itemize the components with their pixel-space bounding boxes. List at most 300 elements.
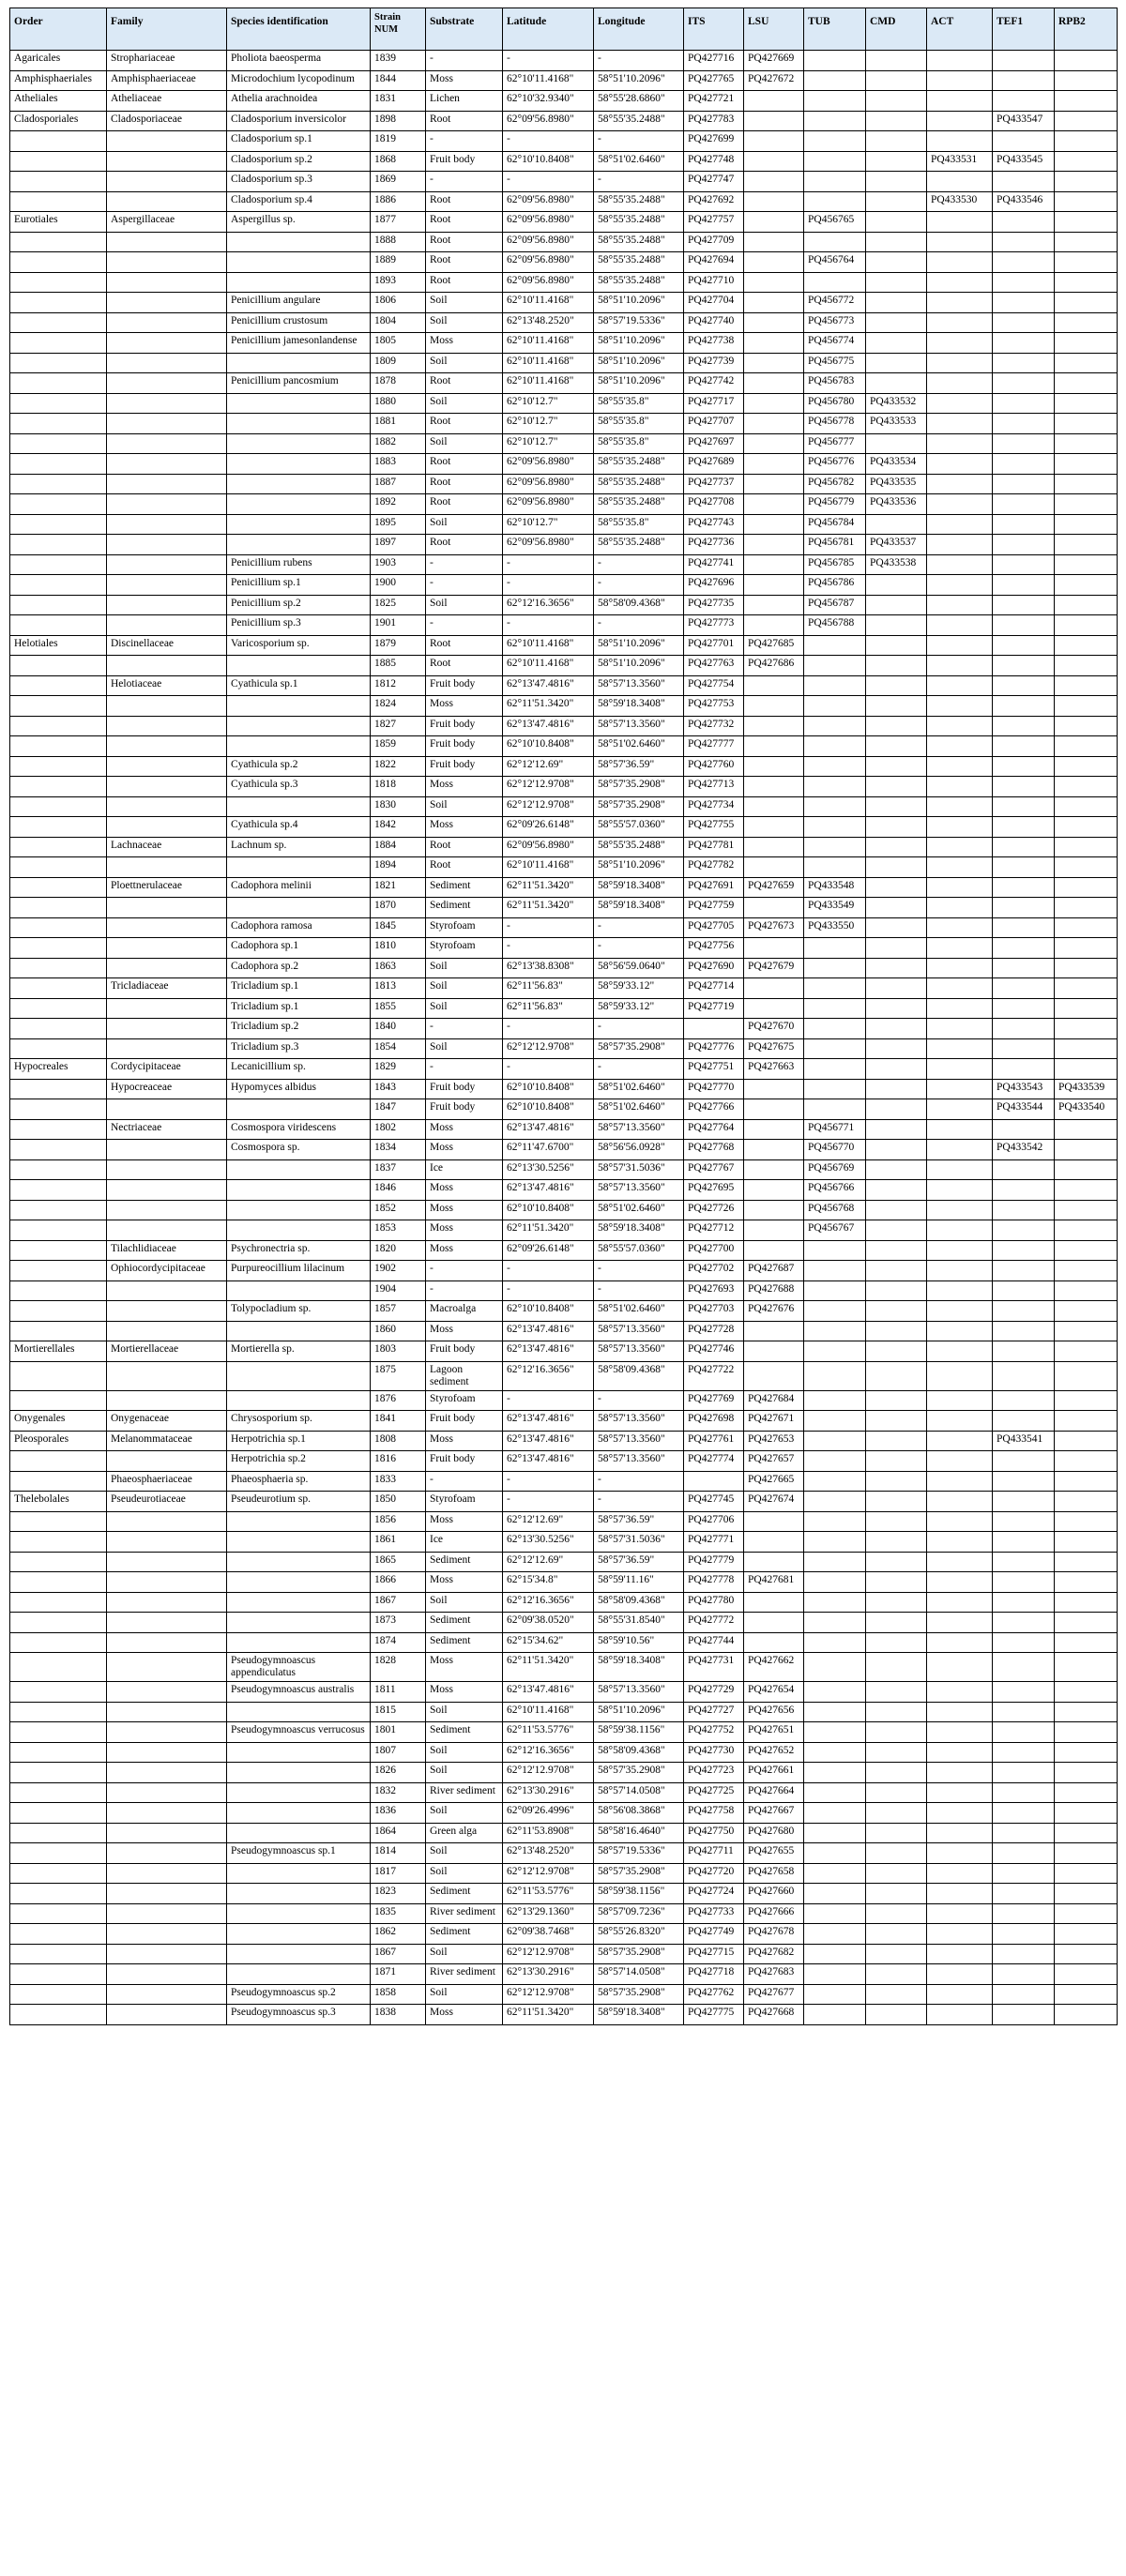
cell-cmd [866,615,927,636]
cell-family: Ploettnerulaceae [107,877,227,898]
cell-tub [804,1964,866,1985]
cell-latitude: 62°11'53.8908" [503,1823,594,1843]
cell-latitude: 62°09'56.8980" [503,191,594,212]
cell-latitude: 62°15'34.62" [503,1632,594,1653]
cell-rpb2 [1055,554,1118,575]
cell-lsu [744,857,804,878]
cell-rpb2 [1055,1984,1118,2005]
cell-latitude: 62°12'12.9708" [503,796,594,817]
table-row [10,615,1118,636]
cell-latitude: 62°12'12.9708" [503,1863,594,1884]
table-row [10,514,1118,535]
cell-tef1 [993,172,1055,192]
cell-latitude: 62°11'51.3420" [503,2005,594,2025]
cell-species [227,1702,371,1722]
cell-strain-num: 1807 [371,1742,426,1763]
cell-cmd [866,1341,927,1362]
cell-act [927,1572,993,1593]
cell-family [107,191,227,212]
cell-its: PQ427722 [684,1361,744,1390]
cell-tef1 [993,353,1055,373]
cell-rpb2 [1055,675,1118,696]
cell-substrate: Moss [426,1200,503,1220]
cell-longitude: 58°57'19.5336" [594,1843,684,1864]
cell-species [227,433,371,454]
cell-latitude: - [503,172,594,192]
cell-cmd [866,1924,927,1945]
cell-latitude: 62°13'47.4816" [503,675,594,696]
table-row [10,1924,1118,1945]
cell-tef1 [993,1924,1055,1945]
cell-latitude: 62°09'56.8980" [503,252,594,273]
cell-tub [804,1261,866,1281]
table-row [10,1200,1118,1220]
table-row [10,1140,1118,1160]
cell-act [927,1722,993,1743]
cell-lsu [744,393,804,414]
cell-latitude: 62°13'38.8308" [503,958,594,978]
cell-order [10,796,107,817]
cell-substrate: Root [426,212,503,233]
cell-longitude: 58°51'10.2096" [594,1702,684,1722]
cell-lsu [744,1159,804,1180]
cell-order [10,373,107,394]
cell-order [10,272,107,293]
cell-order [10,1984,107,2005]
cell-tub [804,1492,866,1512]
table-row [10,1803,1118,1824]
cell-strain-num: 1835 [371,1903,426,1924]
cell-tef1 [993,1220,1055,1241]
cell-its: PQ427774 [684,1451,744,1472]
cell-species [227,1823,371,1843]
cell-longitude: 58°55'35.2488" [594,837,684,857]
cell-tef1 [993,1301,1055,1322]
cell-species: Penicillium sp.1 [227,575,371,596]
cell-tub: PQ456768 [804,1200,866,1220]
table-row [10,857,1118,878]
cell-latitude: 62°13'30.2916" [503,1964,594,1985]
cell-substrate: Root [426,414,503,434]
cell-longitude: - [594,1059,684,1080]
cell-cmd: PQ433538 [866,554,927,575]
cell-strain-num: 1844 [371,70,426,91]
cell-act [927,1823,993,1843]
cell-act [927,917,993,938]
cell-substrate: Soil [426,433,503,454]
cell-family: Cladosporiaceae [107,111,227,131]
cell-cmd [866,1613,927,1633]
cell-its: PQ427766 [684,1099,744,1120]
cell-act [927,1532,993,1553]
cell-order [10,474,107,494]
cell-rpb2 [1055,978,1118,999]
cell-species [227,1632,371,1653]
cell-tub: PQ456785 [804,554,866,575]
cell-tub: PQ456764 [804,252,866,273]
cell-cmd [866,1301,927,1322]
cell-cmd [866,656,927,676]
cell-its: PQ427731 [684,1653,744,1682]
cell-cmd [866,1261,927,1281]
cell-tub [804,736,866,757]
table-row [10,1742,1118,1763]
cell-strain-num: 1878 [371,373,426,394]
cell-order [10,1099,107,1120]
cell-strain-num: 1900 [371,575,426,596]
cell-longitude: 58°59'38.1156" [594,1722,684,1743]
cell-lsu [744,1613,804,1633]
cell-cmd [866,433,927,454]
cell-longitude: 58°59'18.3408" [594,1220,684,1241]
table-row [10,656,1118,676]
cell-cmd [866,716,927,736]
cell-family [107,151,227,172]
cell-its: PQ427778 [684,1572,744,1593]
cell-strain-num: 1865 [371,1552,426,1572]
cell-strain-num: 1861 [371,1532,426,1553]
cell-species [227,1572,371,1593]
cell-lsu [744,595,804,615]
cell-cmd [866,1159,927,1180]
cell-tub: PQ456772 [804,293,866,313]
cell-family [107,796,227,817]
cell-rpb2 [1055,353,1118,373]
cell-its [684,1471,744,1492]
cell-cmd [866,1180,927,1201]
cell-substrate: - [426,554,503,575]
cell-lsu [744,554,804,575]
cell-order [10,898,107,918]
cell-tef1 [993,1511,1055,1532]
cell-act [927,131,993,152]
cell-its: PQ427700 [684,1240,744,1261]
cell-cmd [866,1843,927,1864]
cell-cmd [866,1532,927,1553]
cell-longitude: 58°57'35.2908" [594,1863,684,1884]
cell-latitude: 62°10'10.8408" [503,736,594,757]
cell-longitude: 58°55'35.8" [594,433,684,454]
table-row [10,151,1118,172]
cell-family [107,1220,227,1241]
column-header-order: Order [10,8,107,51]
cell-act [927,212,993,233]
cell-tub: PQ456770 [804,1140,866,1160]
cell-tef1 [993,1361,1055,1390]
cell-cmd [866,151,927,172]
cell-latitude: 62°09'26.6148" [503,1240,594,1261]
cell-cmd [866,1321,927,1341]
cell-tub [804,1511,866,1532]
cell-act [927,1884,993,1904]
table-row [10,252,1118,273]
cell-longitude: 58°58'09.4368" [594,1361,684,1390]
cell-family [107,898,227,918]
cell-latitude: 62°13'29.1360" [503,1903,594,1924]
cell-latitude: 62°11'53.5776" [503,1884,594,1904]
cell-species [227,1390,371,1411]
cell-longitude: 58°55'35.2488" [594,272,684,293]
cell-order [10,151,107,172]
cell-latitude: 62°09'56.8980" [503,272,594,293]
cell-substrate: Fruit body [426,736,503,757]
cell-species [227,656,371,676]
cell-species [227,696,371,717]
cell-species [227,1511,371,1532]
table-row [10,373,1118,394]
cell-family [107,474,227,494]
cell-strain-num: 1855 [371,998,426,1019]
cell-family [107,1390,227,1411]
cell-act [927,312,993,333]
cell-tef1: PQ433544 [993,1099,1055,1120]
cell-cmd [866,293,927,313]
cell-its: PQ427770 [684,1079,744,1099]
cell-cmd [866,1220,927,1241]
cell-its: PQ427753 [684,696,744,717]
cell-its: PQ427780 [684,1592,744,1613]
cell-longitude: 58°55'31.8540" [594,1613,684,1633]
table-row [10,1361,1118,1390]
table-row [10,1722,1118,1743]
cell-family [107,1200,227,1220]
cell-species: Phaeosphaeria sp. [227,1471,371,1492]
cell-rpb2 [1055,1592,1118,1613]
cell-lsu: PQ427688 [744,1280,804,1301]
cell-cmd [866,958,927,978]
cell-rpb2 [1055,373,1118,394]
cell-family: Atheliaceae [107,91,227,112]
cell-latitude: - [503,575,594,596]
cell-tub [804,978,866,999]
cell-order [10,837,107,857]
cell-family [107,998,227,1019]
cell-order [10,1261,107,1281]
cell-rpb2 [1055,1321,1118,1341]
cell-latitude: 62°12'12.69" [503,756,594,777]
table-row [10,1261,1118,1281]
cell-strain-num: 1838 [371,2005,426,2025]
cell-order [10,1722,107,1743]
cell-cmd [866,1823,927,1843]
cell-species [227,474,371,494]
cell-longitude: 58°51'10.2096" [594,333,684,354]
cell-family: Onygenaceae [107,1411,227,1432]
table-row [10,1280,1118,1301]
cell-rpb2 [1055,1301,1118,1322]
cell-tef1 [993,656,1055,676]
cell-cmd [866,514,927,535]
cell-tub [804,1613,866,1633]
cell-act [927,1964,993,1985]
cell-family [107,252,227,273]
cell-tub [804,938,866,959]
cell-species: Aspergillus sp. [227,212,371,233]
cell-rpb2 [1055,70,1118,91]
cell-cmd [866,1763,927,1783]
cell-order [10,998,107,1019]
table-row [10,535,1118,555]
cell-tef1 [993,1180,1055,1201]
cell-strain-num: 1871 [371,1964,426,1985]
table-row [10,433,1118,454]
cell-tef1 [993,1200,1055,1220]
cell-species: Penicillium angulare [227,293,371,313]
cell-family [107,1321,227,1341]
cell-tub: PQ456765 [804,212,866,233]
cell-cmd [866,172,927,192]
cell-its: PQ427706 [684,1511,744,1532]
cell-longitude: 58°58'09.4368" [594,595,684,615]
cell-act [927,777,993,797]
cell-cmd [866,70,927,91]
cell-family [107,554,227,575]
cell-lsu [744,696,804,717]
cell-order [10,293,107,313]
cell-cmd [866,1632,927,1653]
cell-species: Purpureocillium lilacinum [227,1261,371,1281]
cell-act [927,1944,993,1964]
cell-lsu: PQ427664 [744,1782,804,1803]
table-row [10,1964,1118,1985]
cell-tef1 [993,1411,1055,1432]
cell-strain-num: 1862 [371,1924,426,1945]
cell-tub [804,958,866,978]
cell-order: Hypocreales [10,1059,107,1080]
cell-substrate: Fruit body [426,1099,503,1120]
cell-family [107,1682,227,1703]
cell-tub [804,1702,866,1722]
cell-strain-num: 1815 [371,1702,426,1722]
cell-act [927,595,993,615]
cell-its: PQ427720 [684,1863,744,1884]
cell-longitude: 58°55'35.8" [594,514,684,535]
cell-tub: PQ456766 [804,1180,866,1201]
cell-act [927,656,993,676]
table-row [10,1572,1118,1593]
cell-tub [804,1653,866,1682]
cell-tef1 [993,1613,1055,1633]
cell-substrate: Soil [426,1742,503,1763]
cell-family [107,1280,227,1301]
cell-order [10,595,107,615]
table-row [10,70,1118,91]
cell-lsu [744,293,804,313]
cell-cmd [866,837,927,857]
cell-family [107,1722,227,1743]
cell-its: PQ427718 [684,1964,744,1985]
cell-strain-num: 1831 [371,91,426,112]
cell-species: Athelia arachnoidea [227,91,371,112]
cell-lsu: PQ427658 [744,1863,804,1884]
cell-species: Psychronectria sp. [227,1240,371,1261]
cell-tub [804,1471,866,1492]
cell-cmd [866,191,927,212]
cell-substrate: Moss [426,70,503,91]
cell-substrate: Root [426,494,503,515]
cell-order [10,958,107,978]
cell-cmd: PQ433533 [866,414,927,434]
cell-order [10,554,107,575]
table-row [10,1903,1118,1924]
cell-longitude: 58°58'09.4368" [594,1742,684,1763]
table-body [10,51,1118,2025]
cell-tub [804,817,866,838]
table-row [10,958,1118,978]
cell-longitude: 58°55'35.2488" [594,252,684,273]
cell-latitude: 62°12'12.9708" [503,1984,594,2005]
table-row [10,1884,1118,1904]
cell-strain-num: 1881 [371,414,426,434]
cell-strain-num: 1863 [371,958,426,978]
table-row [10,575,1118,596]
cell-its: PQ427689 [684,454,744,475]
cell-longitude: - [594,172,684,192]
cell-substrate: Soil [426,978,503,999]
cell-act [927,91,993,112]
cell-act [927,1301,993,1322]
cell-tef1 [993,1742,1055,1763]
cell-substrate: Soil [426,293,503,313]
table-row [10,796,1118,817]
cell-its: PQ427764 [684,1119,744,1140]
cell-family [107,1572,227,1593]
table-row [10,1763,1118,1783]
cell-strain-num: 1869 [371,172,426,192]
cell-lsu: PQ427675 [744,1038,804,1059]
cell-rpb2 [1055,958,1118,978]
cell-species [227,716,371,736]
cell-family [107,393,227,414]
cell-strain-num: 1804 [371,312,426,333]
cell-tub [804,1632,866,1653]
cell-substrate: Sediment [426,1613,503,1633]
cell-longitude: 58°57'13.3560" [594,1119,684,1140]
cell-longitude: 58°57'36.59" [594,1552,684,1572]
cell-strain-num: 1888 [371,232,426,252]
cell-rpb2 [1055,1803,1118,1824]
cell-substrate: Lagoon sediment [426,1361,503,1390]
cell-tub [804,796,866,817]
cell-species [227,1280,371,1301]
cell-latitude: 62°13'48.2520" [503,312,594,333]
cell-longitude: 58°51'02.6460" [594,151,684,172]
cell-cmd [866,857,927,878]
cell-its: PQ427767 [684,1159,744,1180]
cell-rpb2 [1055,252,1118,273]
cell-lsu [744,1240,804,1261]
cell-cmd [866,1572,927,1593]
cell-cmd [866,1390,927,1411]
cell-longitude: 58°57'13.3560" [594,675,684,696]
cell-cmd [866,817,927,838]
cell-species [227,1964,371,1985]
cell-strain-num: 1818 [371,777,426,797]
cell-act: PQ433531 [927,151,993,172]
cell-act [927,1782,993,1803]
cell-substrate: - [426,615,503,636]
column-header-tub: TUB [804,8,866,51]
cell-its: PQ427736 [684,535,744,555]
cell-lsu [744,1180,804,1201]
cell-order [10,1682,107,1703]
cell-family [107,595,227,615]
cell-tef1 [993,1038,1055,1059]
cell-tub [804,1944,866,1964]
cell-tef1 [993,756,1055,777]
cell-rpb2 [1055,1823,1118,1843]
cell-substrate: Root [426,857,503,878]
